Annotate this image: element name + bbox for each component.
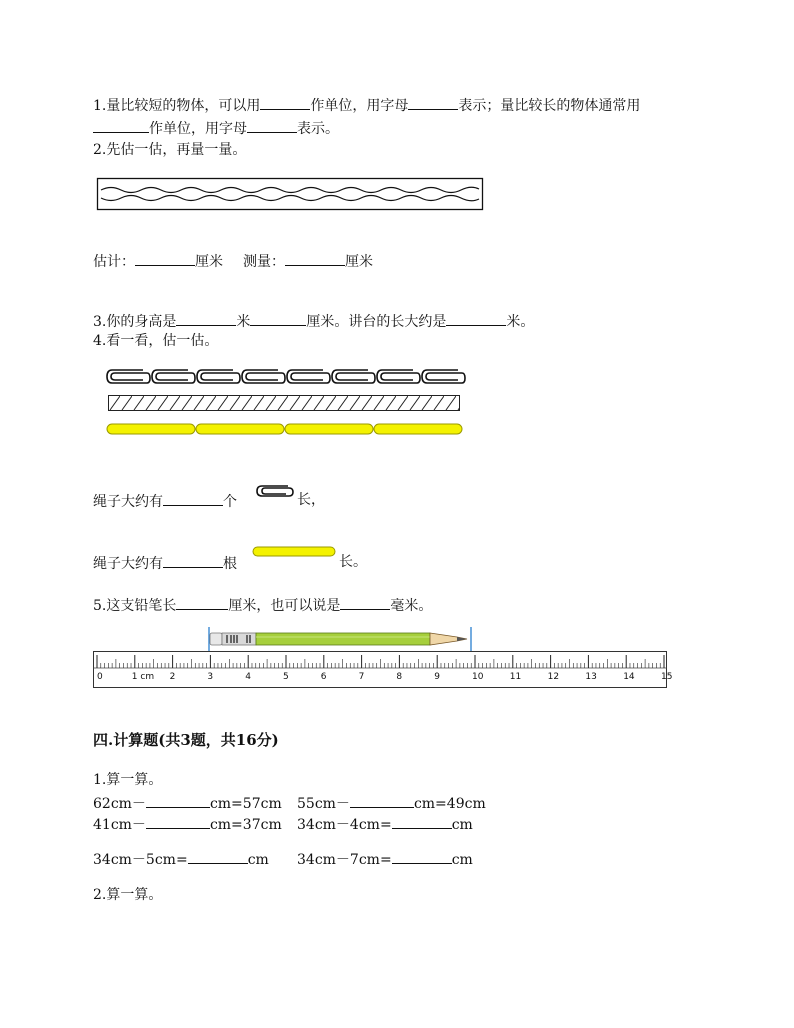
wavy-line-lower — [101, 196, 479, 201]
q4-line1: 绳子大约有 个 — [93, 491, 237, 511]
answer-blank[interactable] — [93, 118, 149, 133]
stick — [374, 424, 462, 434]
paperclip — [422, 370, 465, 383]
answer-blank[interactable] — [260, 95, 310, 110]
q4-line1-suffix: 长， — [297, 492, 325, 508]
stick — [196, 424, 284, 434]
paperclips-row — [106, 367, 466, 387]
ruler-label: 3 — [207, 672, 214, 682]
ruler-label: 4 — [245, 672, 251, 682]
answer-blank[interactable] — [340, 595, 390, 610]
answer-blank[interactable] — [163, 553, 223, 568]
stick-icon — [252, 546, 336, 558]
ruler-label: 12 — [547, 672, 560, 682]
ruler-body — [94, 652, 667, 688]
sticks-row — [106, 422, 464, 436]
answer-blank[interactable] — [392, 849, 452, 864]
ruler-label: 1 cm — [131, 672, 155, 682]
ruler-label: 11 — [509, 672, 522, 682]
ruler-label: 14 — [623, 672, 635, 682]
pencil-eraser — [210, 633, 222, 645]
paperclip — [107, 370, 150, 383]
measure-blank[interactable] — [285, 251, 345, 266]
estimate-blank[interactable] — [135, 251, 195, 266]
q4-line2-suffix: 长。 — [339, 554, 367, 570]
paperclip — [152, 370, 195, 383]
rope-figure — [108, 395, 460, 411]
paperclip — [242, 370, 285, 383]
ruler-label: 0 — [97, 672, 103, 682]
answer-blank[interactable] — [188, 849, 248, 864]
wavy-line-figure — [97, 178, 483, 210]
section-heading: 四.计算题(共3题，共16分) — [93, 731, 279, 749]
ruler-label: 15 — [661, 672, 673, 682]
answer-blank[interactable] — [446, 311, 506, 326]
ruler-label: 10 — [472, 672, 484, 682]
answer-blank[interactable] — [247, 118, 297, 133]
q4-title: 4.看一看，估一估。 — [93, 333, 219, 349]
paperclip — [197, 370, 240, 383]
pencil-body — [256, 633, 430, 645]
rope — [109, 396, 460, 411]
ruler-label: 5 — [283, 672, 289, 682]
stick — [285, 424, 373, 434]
ruler-label: 6 — [320, 672, 327, 682]
answer-blank[interactable] — [408, 95, 458, 110]
q1-line1: 1.量比较短的物体，可以用 作单位，用字母 表示；量比较长的物体通常用 — [93, 95, 640, 115]
figure-frame — [98, 179, 483, 210]
paperclip — [377, 370, 420, 383]
answer-blank[interactable] — [350, 793, 414, 808]
ruler-label: 7 — [358, 672, 365, 682]
q1-line2: 作单位，用字母 表示。 — [93, 118, 339, 138]
calc-q1-title: 1.算一算。 — [93, 772, 163, 788]
q2-title: 2.先估一估，再量一量。 — [93, 142, 247, 158]
answer-blank[interactable] — [146, 793, 210, 808]
answer-blank[interactable] — [176, 595, 228, 610]
calc-row-3-right: 34cm－7cm= cm — [297, 849, 473, 869]
wavy-line-upper — [101, 187, 479, 192]
ruler-label: 13 — [585, 672, 597, 682]
answer-blank[interactable] — [392, 814, 452, 829]
paperclip — [287, 370, 330, 383]
ruler-label: 8 — [396, 672, 403, 682]
calc-row-1-right: 55cm－ cm=49cm — [297, 793, 486, 813]
pencil-figure — [205, 627, 475, 651]
q2-answer-line: 估计： 厘米 测量： 厘米 — [93, 251, 373, 271]
q4-line2: 绳子大约有 根 — [93, 553, 237, 573]
calc-row-1-left: 62cm－ cm=57cm — [93, 793, 282, 813]
ruler-label: 9 — [434, 672, 440, 682]
q5-line: 5.这支铅笔长 厘米，也可以说是 毫米。 — [93, 595, 432, 615]
calc-row-2-left: 41cm－ cm=37cm — [93, 814, 282, 834]
answer-blank[interactable] — [146, 814, 210, 829]
ruler — [93, 651, 667, 688]
answer-blank[interactable] — [163, 491, 223, 506]
calc-row-3-left: 34cm－5cm= cm — [93, 849, 269, 869]
q3-line: 3.你的身高是 米 厘米。讲台的长大约是 米。 — [93, 311, 534, 331]
ruler-label: 2 — [169, 672, 176, 682]
calc-q2-title: 2.算一算。 — [93, 887, 163, 903]
paperclip — [332, 370, 375, 383]
paperclip-icon — [255, 482, 295, 500]
stick — [107, 424, 195, 434]
calc-row-2-right: 34cm－4cm= cm — [297, 814, 473, 834]
answer-blank[interactable] — [176, 311, 236, 326]
answer-blank[interactable] — [250, 311, 306, 326]
